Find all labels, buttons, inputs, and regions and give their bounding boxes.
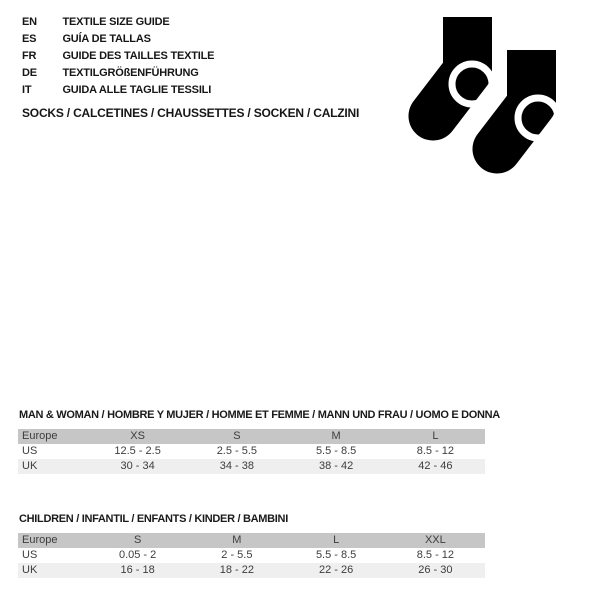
row-label: UK — [22, 460, 38, 472]
adults-table-title: MAN & WOMAN / HOMBRE Y MUJER / HOMME ET FEMME / MANN UND FRAU / UOMO E DONNA — [19, 409, 500, 421]
language-row-en — [22, 12, 214, 29]
size-cell: 2 - 5.5 — [221, 549, 253, 561]
language-row-es — [22, 29, 214, 46]
language-code: EN — [22, 16, 37, 28]
size-cell: 5.5 - 8.5 — [315, 549, 357, 561]
size-cell: 26 - 30 — [418, 564, 453, 576]
language-label: GUÍA DE TALLAS — [62, 33, 151, 45]
row-label: UK — [22, 564, 38, 576]
language-code: IT — [22, 84, 32, 96]
size-cell: 22 - 26 — [319, 564, 354, 576]
column-header: S — [233, 430, 241, 442]
size-cell: 30 - 34 — [120, 460, 155, 472]
column-header: M — [331, 430, 341, 442]
column-header: Europe — [22, 430, 58, 442]
size-cell: 18 - 22 — [219, 564, 254, 576]
language-row-it — [22, 80, 214, 97]
size-cell: 8.5 - 12 — [416, 445, 455, 457]
size-cell: 5.5 - 8.5 — [315, 445, 357, 457]
size-cell: 8.5 - 12 — [416, 549, 455, 561]
column-header: XS — [130, 430, 145, 442]
language-code: FR — [22, 50, 37, 62]
socks-icon — [400, 8, 560, 183]
size-cell: 12.5 - 2.5 — [114, 445, 161, 457]
column-header: M — [232, 534, 242, 546]
table-row-uk — [18, 563, 485, 578]
column-header: XXL — [424, 534, 446, 546]
table-header-row — [18, 533, 485, 548]
size-table-adults — [18, 429, 485, 474]
language-label: TEXTILGRÖßENFÜHRUNG — [62, 67, 199, 79]
category-title: SOCKS / CALCETINES / CHAUSSETTES / SOCKEN / CALZINI — [22, 106, 360, 120]
language-row-de — [22, 63, 214, 80]
language-code: DE — [22, 67, 37, 79]
size-cell: 0.05 - 2 — [118, 549, 157, 561]
language-label: GUIDE DES TAILLES TEXTILE — [62, 50, 215, 62]
column-header: L — [432, 430, 439, 442]
table-row-uk — [18, 459, 485, 474]
row-label: US — [22, 445, 38, 457]
language-code: ES — [22, 33, 37, 45]
table-header-row — [18, 429, 485, 444]
size-cell: 42 - 46 — [418, 460, 453, 472]
column-header: Europe — [22, 534, 58, 546]
row-label: US — [22, 549, 38, 561]
language-row-fr — [22, 46, 214, 63]
size-cell: 2.5 - 5.5 — [216, 445, 258, 457]
column-header: L — [333, 534, 340, 546]
children-table-title: CHILDREN / INFANTIL / ENFANTS / KINDER / BAMBINI — [19, 513, 288, 525]
sock-left — [433, 17, 492, 116]
sock-right — [497, 50, 558, 149]
table-row-us — [18, 444, 485, 459]
table-row-us — [18, 548, 485, 563]
size-cell: 34 - 38 — [219, 460, 254, 472]
size-table-children — [18, 533, 485, 578]
language-label: GUIDA ALLE TAGLIE TESSILI — [62, 84, 212, 96]
language-list — [22, 12, 214, 97]
size-cell: 16 - 18 — [120, 564, 155, 576]
column-header: S — [133, 534, 142, 546]
language-label: TEXTILE SIZE GUIDE — [62, 16, 170, 28]
size-cell: 38 - 42 — [319, 460, 354, 472]
